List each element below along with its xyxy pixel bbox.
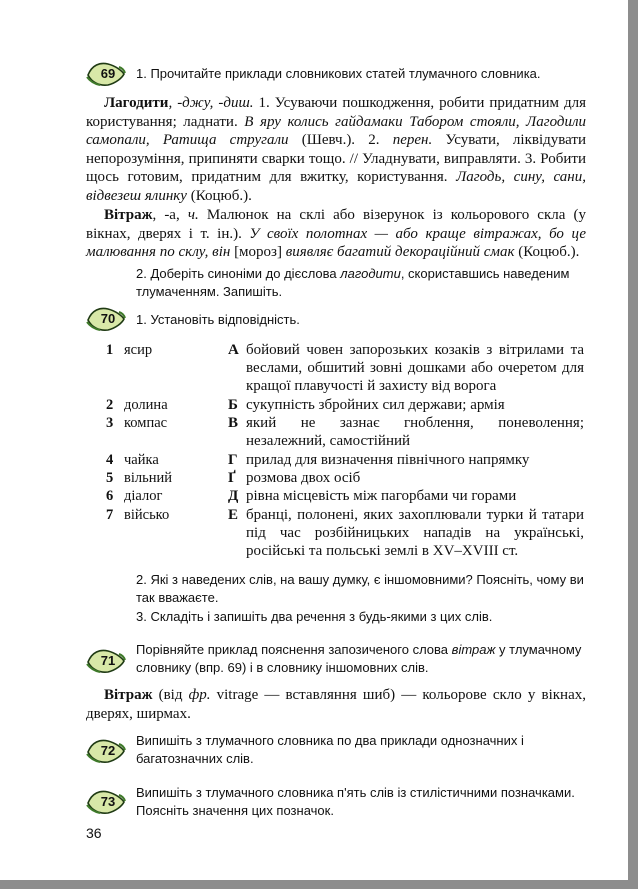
headword: Вітраж (104, 687, 153, 703)
exercise-number: 73 (100, 794, 116, 809)
match-left-word: військо (124, 507, 170, 523)
exercise-badge-71 (86, 648, 126, 674)
exercise-72-task: Випишіть з тлумачного словника по два приклади однозначних і багатозначних слів. (136, 733, 524, 766)
exercise-badge-70 (86, 306, 126, 332)
match-right-letter: Г (228, 452, 238, 468)
match-left-number: 6 (106, 488, 114, 504)
exercise-badge-73 (86, 789, 126, 815)
match-right-letter: В (228, 415, 239, 431)
exercise-70-task-2: 2. Які з наведених слів, на вашу думку, є іншомовними? Поясніть, чому ви так вважаєте. (136, 572, 584, 605)
match-right-definition: який не зазнає гноблення, поневолення; незалежний, самостійний (246, 415, 584, 449)
match-right-definition: бранці, полонені, яких захоплювали турки й татари під час розбійницьких нападів на українські, російські та польські землі в XV–XVIII ст. (246, 507, 584, 559)
exercise-badge-69 (86, 61, 126, 87)
dictionary-entry-lahodyty: Лагодити, -джу, -диш. 1. Усуваючи пошкодження, робити придатним для користування; ладнати. В яру колись гайдамаки Табором стояли, Лагодили самопали, Ратища стругали (Шевч.). 2. перен. Усувати, ліквідувати непорозуміння, припиняти сварки тощо. // Уладнувати, виправляти. 3. Робити щось готовим, придатним для вжитку, користування. Лагодь, сину, сани, відвезеш ялинку (Коцюб.). (86, 95, 586, 204)
exercise-69-task-1: 1. Прочитайте приклади словникових статей тлумачного словника. (136, 66, 541, 81)
match-left-number: 2 (106, 397, 114, 413)
match-left-word: долина (124, 397, 168, 413)
dictionary-entry-vitrazh: Вітраж, -а, ч. Малюнок на склі або візерунок із кольорового скла (у вікнах, дверях і т. ін.). У своїх полотнах — або краще вітражах, бо це малювання по склу, він [мороз] виявляє багатий декораційний смак (Коцюб.). (86, 207, 587, 260)
usage-example: У своїх полотнах — або краще вітражах, бо це малювання по склу, він (86, 225, 586, 260)
match-left-number: 3 (106, 415, 114, 431)
match-left-word: ясир (124, 342, 153, 358)
match-left-number: 1 (106, 342, 114, 358)
match-right-definition: розмова двох осіб (246, 470, 361, 486)
match-left-number: 7 (106, 507, 114, 523)
match-right-letter: А (228, 342, 239, 358)
exercise-71-task: Порівняйте приклад пояснення запозиченого слова вітраж у тлумачному словнику (впр. 69) і в словнику іншомовних слів. (136, 642, 582, 675)
exercise-number: 69 (100, 66, 116, 81)
exercise-number: 70 (100, 311, 116, 326)
exercise-badge-72 (86, 738, 126, 764)
exercise-70-task-3: 3. Складіть і запишіть два речення з будь-якими з цих слів. (136, 609, 493, 624)
match-left-word: діалог (124, 488, 163, 504)
match-right-letter: Е (228, 507, 239, 523)
match-right-definition: прилад для визначення північного напрямку (246, 452, 530, 468)
exercise-number: 71 (100, 653, 116, 668)
headword: Вітраж (104, 207, 153, 223)
match-right-definition: бойовий човен запорозьких козаків з вітрилами та веслами, обшитий зовні дошками або очеретом для кращої плавучості й захисту від ворога (246, 342, 584, 394)
match-left-number: 5 (106, 470, 114, 486)
exercise-70-task-1: 1. Установіть відповідність. (136, 312, 300, 327)
match-right-definition: рівна місцевість між пагорбами чи горами (246, 488, 517, 504)
match-right-definition: сукупність збройних сил держави; армія (246, 397, 505, 413)
foreign-dictionary-entry-vitrazh: Вітраж (від фр. vitrage — вставляння шиб) — кольорове скло у вікнах, дверях, ширмах. (86, 687, 586, 722)
exercise-number: 72 (100, 743, 116, 758)
exercise-69-task-2: 2. Доберіть синоніми до дієслова лагодити, скориставшись наведеним тлумаченням. Запишіть. (136, 266, 570, 299)
match-left-word: чайка (124, 452, 159, 468)
usage-example: В яру колись гайдамаки Табором стояли, Лагодили самопали, Ратища стругали (86, 113, 586, 148)
usage-example: Лагодь, сину, сани, відвезеш ялинку (86, 169, 586, 204)
match-left-word: компас (124, 415, 168, 431)
exercise-73-task: Випишіть з тлумачного словника п'ять слів із стилістичними позначками. Поясніть значення цих позначок. (136, 785, 575, 818)
match-left-word: вільний (124, 470, 173, 486)
match-right-letter: Д (228, 488, 239, 504)
match-right-letter: Б (228, 397, 238, 413)
headword: Лагодити (104, 95, 169, 111)
match-left-number: 4 (106, 452, 114, 468)
match-right-letter: Ґ (228, 470, 236, 486)
page-number: 36 (86, 825, 102, 841)
